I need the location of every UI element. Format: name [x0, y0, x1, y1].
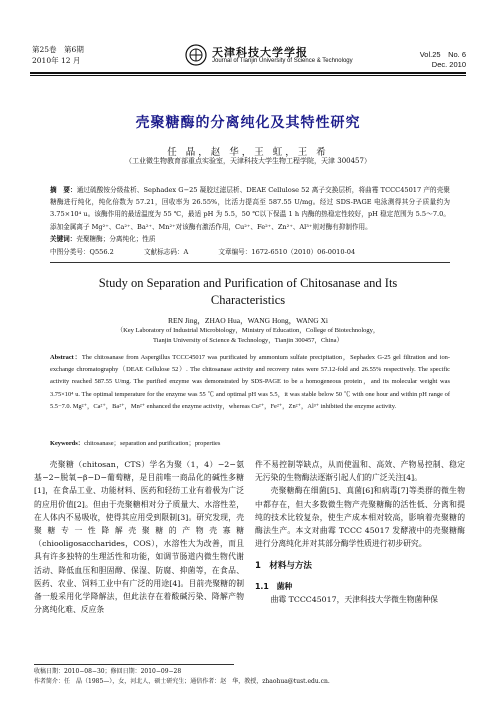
journal-title-cn: 天津科技大学学报 [212, 46, 308, 59]
header-rule [30, 72, 466, 74]
paper-title-cn: 壳聚糖酶的分离纯化及其特性研究 [135, 115, 361, 131]
clc-number: 中图分类号：Q556.2 [50, 248, 114, 256]
affiliation-en [0, 326, 496, 346]
classification-line [50, 246, 383, 256]
authors-cn: 任 晶，赵 华，王 虹，王 希 [167, 147, 329, 158]
footnote [34, 667, 330, 687]
journal-title-en: Journal of Tianjin University of Science & Technology [212, 58, 353, 64]
abstract-en [50, 352, 450, 413]
affiliation-cn: （工业微生物教育部重点实验室，天津科技大学生物工程学院，天津 300457） [125, 157, 371, 165]
footnote-dates: 收稿日期：2010−08−30；修回日期：2010−09−28 [34, 668, 182, 675]
keywords-en: chitosanase；separation and purification；properties [84, 440, 221, 447]
abstract-cn-label: 摘 要： [50, 186, 77, 194]
volume-cn: 第25卷 第6期 [32, 45, 84, 54]
article-number: 文章编号：1672-6510（2010）06-0010-04 [218, 248, 356, 256]
date-cn: 2010年 12 月 [32, 56, 81, 65]
footnote-author: 作者简介：任 晶（1985—），女，河北人，硕士研究生；通信作者：赵 华，教授，zhaohua@tust.edu.cn. [34, 678, 330, 685]
abstract-en-label: Abstract： [50, 354, 82, 361]
abstract-cn-text: 通过硫酸铵分级盐析、Sephadex G−25 凝胶过滤层析、DEAE Cellulose 52 离子交换层析，将曲霉 TCCC45017 产的壳聚糖酶进行纯化，纯化倍数为 57.21，回收率为 26.55%，比活力提高至 587.55 U/mg。经过 SDS-PAGE 电泳测得其分子质量约为 3.75×10⁴ u。该酶作用的最适温度为 55 ℃，最适 pH 为 5.5，50 ℃以下保温 1 h 内酶的热稳定性较好，pH 稳定范围为 5.5～7.0。添加金属离子 Mg²⁺、Ca²⁺、Ba²⁺、Mn²⁺对该酶有激活作用，Cu²⁺、Fe²⁺、Zn²⁺、Al³⁺则对酶有抑制作用。 [50, 186, 450, 231]
keywords-cn: 壳聚糖酶；分离纯化；性质 [76, 234, 156, 243]
authors-en: REN Jing，ZHAO Hua，WANG Hong，WANG Xi [168, 316, 328, 325]
strain-paragraph: 曲霉 TCCC45017，天津科技大学微生物菌种保 [270, 594, 438, 604]
affiliation-en-line1: （Key Laboratory of Industrial Microbiology，Ministry of Education，College of Biotechnology， [116, 327, 380, 334]
doc-code: 文献标志码：A [143, 248, 189, 256]
keywords-en-line [50, 438, 220, 447]
date-en: Dec. 2010 [431, 60, 466, 69]
footnote-rule [34, 664, 234, 665]
keywords-en-label: Keywords： [50, 440, 85, 447]
header-volume-en [420, 50, 466, 70]
section-heading-1: 1 材料与方法 [255, 561, 312, 572]
volume-en: Vol.25 No. 6 [419, 50, 466, 59]
intro-paragraph-1: 壳聚糖（chitosan，CTS）学名为聚（1，4）−2−氨基−2−脱氧−β−D−葡萄糖，是目前唯一商品化的碱性多糖[1]，在食品工业、功能材料、医药和轻纺工业有着极为广泛的应用价值[2]。但由于壳聚糖相对分子质量大、水溶性差，在人体内不易吸收，使得其应用受到限制[3]。研究发现，壳聚糖专一性降解壳聚糖的产物壳寡糖（chiooligosaccharides，COS），水溶性大为改善，而且具有许多独特的生理活性和功能，如调节肠道内微生物代谢活动、降低血压和胆固醇、保湿、防腐、抑菌等，在食品、医药、农业、饲料工业中有广泛的用途[4]。目前壳聚糖的制备一般采用化学降解法，但此法存在着酸碱污染、降解产物分离纯化难、反应条 [34, 460, 244, 615]
keywords-cn-label: 关键词： [50, 234, 77, 243]
paper-title-en [0, 275, 496, 309]
abstract-cn [50, 184, 450, 245]
abstract-divider [50, 262, 450, 263]
body-right-column [255, 458, 465, 606]
journal-logo-icon [185, 44, 207, 66]
affiliation-en-line2: Tianjin University of Science & Technology，Tianjin 300457，China） [153, 337, 343, 344]
abstract-en-text: The chitosanase from Aspergillus TCCC45017 was purificated by ammonium sulfate precipitation，Sephadex G-25 gel filtration and ion-exchange chromatography（DEAE Cellulose 52）. The chitosanase activity and recovery rates were 57.12-fold and 26.55% respectively. The specific activity reached 587.55 U/mg. The purified enzyme was demonstrated by SDS-PAGE to be a homogeneous protein，and its molecular weight was 3.75×10⁴ u. The optimal temperature for the enzyme was 55 ℃ and optimal pH was 5.5，it was stable below 50 ℃ with one hour and within pH range of 5.5−7.0. Mg²⁺，Ca²⁺，Ba²⁺，Mn²⁺ enhanced the enzyme activity，whereas Cu²⁺，Fe²⁺，Zn²⁺，Al³⁺ inhibited the enzyme activity. [50, 354, 450, 410]
subsection-heading-1-1: 1.1 菌种 [255, 581, 293, 591]
intro-paragraph-2: 壳聚糖酶在细菌[5]、真菌[6]和病毒[7]等类群的微生物中都存在，但大多数微生物产壳聚糖酶的活性低、分离和提纯的技术比较复杂，使生产成本相对较高，影响着壳聚糖的酶法生产。本文对曲霉 TCCC 45017 发酵液中的壳聚糖酶进行分离纯化并对其部分酶学性质进行初步研究。 [255, 486, 465, 549]
intro-paragraph-1-cont: 件不易控制等缺点，从而使温和、高效、产物易控制、稳定无污染的生物酶法逐渐引起人们的广泛关注[4]。 [255, 460, 465, 483]
paper-title-en-text: Study on Separation and Purification of Chitosanase and Its Characteristics [98, 276, 398, 307]
body-left-column [34, 458, 244, 616]
header-volume [32, 44, 84, 66]
header-rule-thin [30, 75, 466, 76]
